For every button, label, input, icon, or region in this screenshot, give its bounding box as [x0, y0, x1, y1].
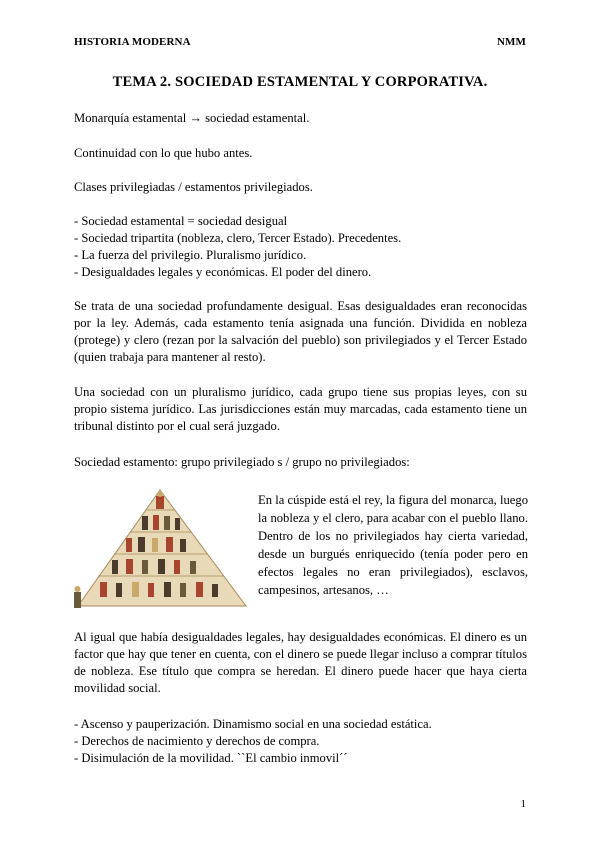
pyramid-description: En la cúspide está el rey, la figura del monarca, luego la nobleza y el clero, para acabar con el pueblo llano. Dentro de los no privilegiados hay cierta variedad, desde un burgués enriquecido (tenía poder pero en efectos legales no eran privilegiados), esclavos, campesinos, artesanos, …	[258, 493, 528, 597]
list-item: - Sociedad tripartita (nobleza, clero, Tercer Estado). Precedentes.	[74, 231, 402, 245]
page-title: TEMA 2. SOCIEDAD ESTAMENTAL Y CORPORATIVA.	[112, 74, 488, 90]
paragraph-economic: Al igual que había desigualdades legales, hay desigualdades económicas. El dinero es un factor que hay que tener en cuenta, con el dinero se puede llegar incluso a comprar títulos de nobleza. Ese título que compra se heredan. El dinero puede hacer que haya cierta movilidad social.	[74, 630, 527, 695]
social-pyramid-illustration	[74, 488, 249, 616]
page-number: 1	[520, 798, 526, 810]
paragraph-pluralism: Una sociedad con un pluralismo jurídico, cada grupo tiene sus propias leyes, con su propio sistema jurídico. Las jurisdicciones están muy marcadas, cada estamento tiene un tribunal distinto por el cual será juzgado.	[74, 385, 527, 433]
list-item: - Desigualdades legales y económicas. El poder del dinero.	[74, 265, 372, 279]
list-item: - La fuerza del privilegio. Pluralismo jurídico.	[74, 248, 307, 262]
list-item: - Sociedad estamental = sociedad desigual	[74, 214, 288, 228]
header-course: HISTORIA MODERNA	[74, 36, 191, 48]
list-item: - Derechos de nacimiento y derechos de compra.	[74, 734, 320, 748]
intro-line-2: Continuidad con lo que hubo antes.	[74, 146, 253, 160]
paragraph-inequality: Se trata de una sociedad profundamente desigual. Esas desigualdades eran reconocidas por la ley. Además, cada estamento tenía asignada una función. Dividida en nobleza (protege) y clero (rezan por la salvación del pueblo) son privilegiados y el Tercer Estado (quien trabaja para mantener al resto).	[74, 299, 527, 364]
bullet-list-2	[74, 716, 527, 767]
list-item: - Ascenso y pauperización. Dinamismo social en una sociedad estática.	[74, 717, 432, 731]
intro-line-3: Clases privilegiadas / estamentos privilegiados.	[74, 180, 313, 194]
header-initials: NMM	[496, 36, 526, 48]
pyramid-image	[74, 488, 249, 616]
bullet-list-1	[74, 213, 527, 281]
subheading-groups: Sociedad estamento: grupo privilegiado s / grupo no privilegiados:	[74, 455, 410, 469]
list-item: - Disimulación de la movilidad. ``El cambio inmovil´´	[74, 751, 348, 765]
intro-line-1: Monarquía estamental → sociedad estamental.	[74, 111, 310, 125]
